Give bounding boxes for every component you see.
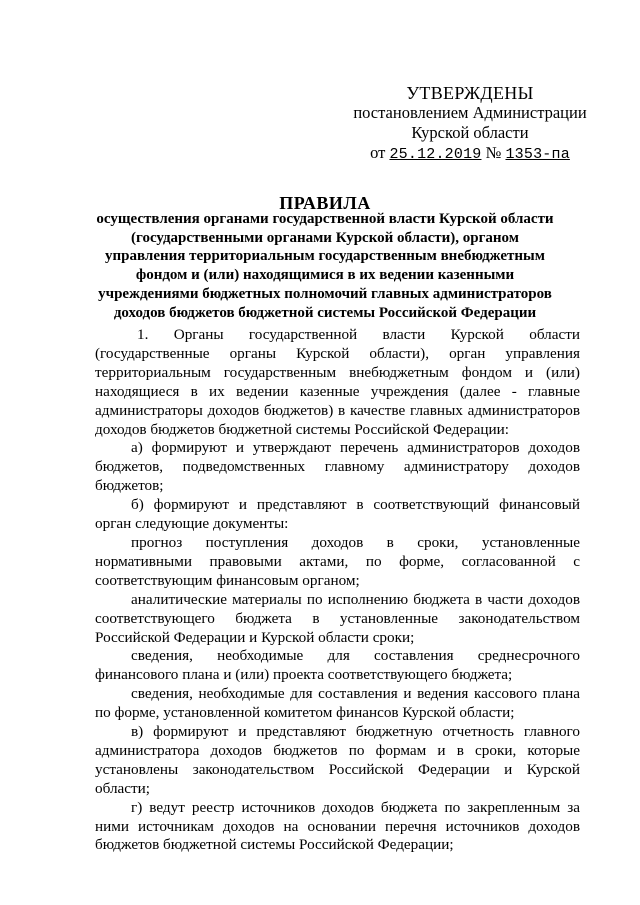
paragraph-v: в) формируют и представляют бюджетную отчетность главного администратора доходов бюджетов по формам и в сроки, которые установлены законодательством Российской Федерации и Курской области; xyxy=(95,723,580,797)
approval-date-line xyxy=(340,143,600,165)
paragraph-b: б) формируют и представляют в соответствующий финансовый орган следующие документы: xyxy=(95,496,580,533)
number-sign: № xyxy=(485,143,502,162)
paragraph-g: г) ведут реестр источников доходов бюджета по закрепленным за ними источникам доходов на основании перечня источников доходов бюджетов бюджетной системы Российской Федерации; xyxy=(95,798,580,854)
document-subtitle: осуществления органами государственной власти Курской области (государственными органами Курской области), органом управления территориальным государственным внебюджетным фондом и (или) находящимися в их ведении казенными учреждениями бюджетных полномочий главных администраторов доходов бюджетов бюджетной системы Российской Федерации xyxy=(96,211,554,321)
approval-number: 1353-па xyxy=(505,146,570,163)
approval-heading: УТВЕРЖДЕНЫ xyxy=(406,83,534,103)
paragraph-analytics: аналитические материалы по исполнению бюджета в части доходов соответствующего бюджета в установленные законодательством Российской Федерации и Курской области сроки; xyxy=(95,590,580,646)
document-title: ПРАВИЛА xyxy=(279,193,371,213)
date-prefix: от xyxy=(370,143,386,162)
approval-line-1: постановлением Администрации xyxy=(353,103,587,122)
approval-date: 25.12.2019 xyxy=(389,146,482,163)
paragraph-mid-term-plan: сведения, необходимые для составления среднесрочного финансового плана и (или) проекта соответствующего бюджета; xyxy=(95,647,580,684)
paragraph-cash-plan: сведения, необходимые для составления и ведения кассового плана по форме, установленной комитетом финансов Курской области; xyxy=(95,685,580,722)
approval-line-2: Курской области xyxy=(411,123,529,142)
approval-stamp xyxy=(340,83,600,165)
paragraph-a: а) формируют и утверждают перечень администраторов доходов бюджетов, подведомственных главному администратору доходов бюджетов; xyxy=(95,439,580,495)
document-body xyxy=(95,326,580,855)
paragraph-1: 1. Органы государственной власти Курской области (государственные органы Курской области), орган управления территориальным государственным внебюджетным фондом и (или) находящиеся в их ведении казенные учреждения (далее - главные администраторы доходов бюджетов) в качестве главных администраторов доходов бюджетов бюджетной системы Российской Федерации: xyxy=(95,326,580,438)
paragraph-forecast: прогноз поступления доходов в сроки, установленные нормативными правовыми актами, по форме, согласованной с соответствующим финансовым органом; xyxy=(95,533,580,589)
